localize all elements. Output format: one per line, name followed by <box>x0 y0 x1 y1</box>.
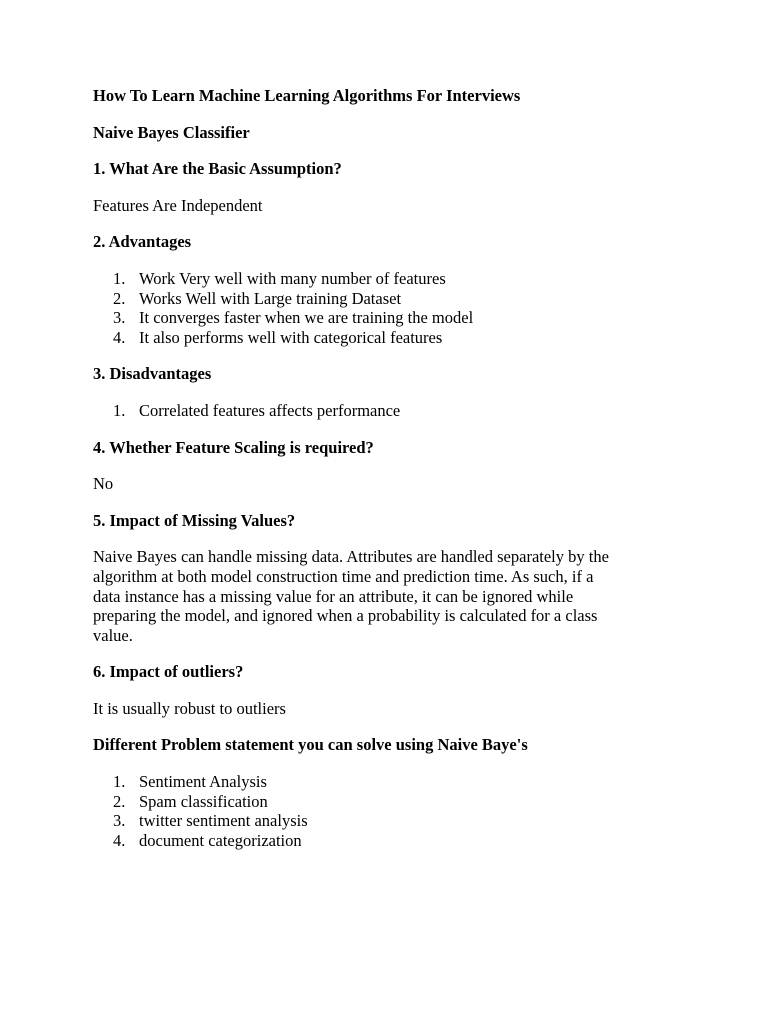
list-text: It also performs well with categorical features <box>139 327 443 347</box>
list-item <box>93 308 693 328</box>
list-number: 3. <box>113 811 126 831</box>
topic-heading: Naive Bayes Classifier <box>93 122 250 142</box>
list-text: Spam classification <box>139 791 268 811</box>
list-item <box>93 289 693 309</box>
q2-heading: 2. Advantages <box>93 232 192 252</box>
list-item <box>93 328 693 348</box>
q5-heading: 5. Impact of Missing Values? <box>93 510 296 530</box>
q5-paragraph <box>93 547 693 645</box>
list-item <box>93 401 693 421</box>
list-text: Work Very well with many number of features <box>139 268 446 288</box>
paragraph-line: algorithm at both model construction time and prediction time. As such, if a <box>93 566 594 586</box>
list-item <box>93 792 693 812</box>
list-number: 1. <box>113 268 126 288</box>
list-text: Sentiment Analysis <box>139 772 267 792</box>
list-number: 4. <box>113 830 126 850</box>
q1-answer: Features Are Independent <box>93 195 263 215</box>
q6-heading: 6. Impact of outliers? <box>93 662 244 682</box>
list-number: 1. <box>113 400 126 420</box>
q1-heading: 1. What Are the Basic Assumption? <box>93 159 342 179</box>
document-page <box>93 86 693 850</box>
advantages-list <box>93 269 693 347</box>
q4-answer: No <box>93 474 114 494</box>
list-item <box>93 269 693 289</box>
list-item <box>93 772 693 792</box>
list-text: twitter sentiment analysis <box>139 811 308 831</box>
paragraph-line: value. <box>93 625 133 645</box>
list-number: 3. <box>113 308 126 328</box>
paragraph-line: data instance has a missing value for an attribute, it can be ignored while <box>93 586 574 606</box>
q4-heading: 4. Whether Feature Scaling is required? <box>93 437 374 457</box>
list-item <box>93 831 693 851</box>
list-text: Works Well with Large training Dataset <box>139 288 402 308</box>
list-number: 2. <box>113 288 126 308</box>
list-text: It converges faster when we are training the model <box>139 308 474 328</box>
list-number: 2. <box>113 791 126 811</box>
document-title: How To Learn Machine Learning Algorithms For Interviews <box>93 86 521 105</box>
list-number: 4. <box>113 327 126 347</box>
paragraph-line: preparing the model, and ignored when a probability is calculated for a class <box>93 606 598 626</box>
paragraph-line: Naive Bayes can handle missing data. Attributes are handled separately by the <box>93 547 609 567</box>
problems-heading: Different Problem statement you can solve using Naive Baye's <box>93 735 528 755</box>
list-item <box>93 811 693 831</box>
q6-answer: It is usually robust to outliers <box>93 698 286 718</box>
disadvantages-list <box>93 401 693 421</box>
list-text: Correlated features affects performance <box>139 400 401 420</box>
list-text: document categorization <box>139 830 302 850</box>
q3-heading: 3. Disadvantages <box>93 364 212 384</box>
list-number: 1. <box>113 772 126 792</box>
problems-list <box>93 772 693 850</box>
